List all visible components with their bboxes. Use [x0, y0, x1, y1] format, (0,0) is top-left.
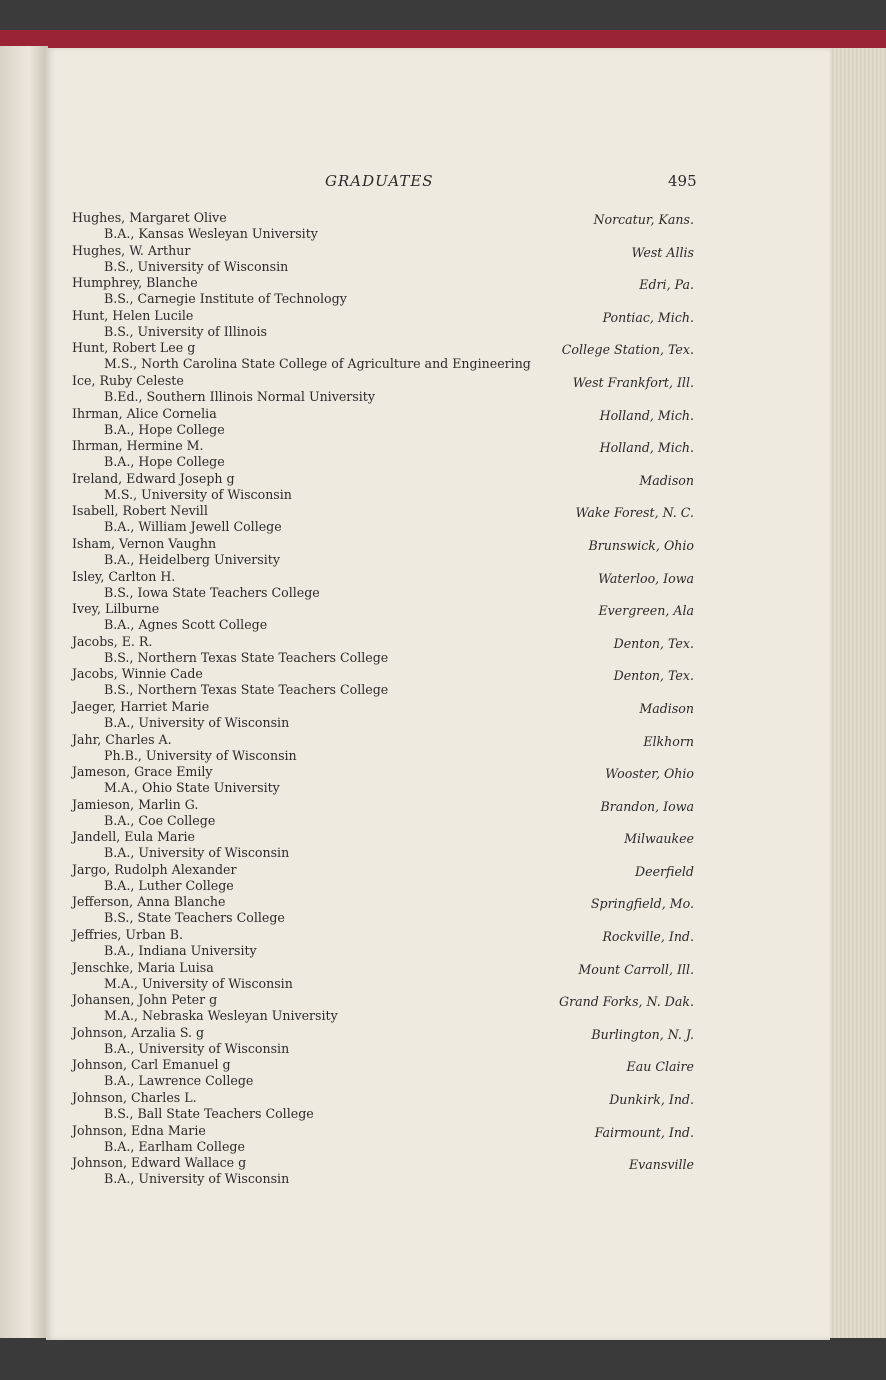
list-item [0, 960, 886, 993]
graduate-list [0, 210, 886, 1188]
graduate-location: Eau Claire [626, 1059, 694, 1075]
graduate-location: Rockville, Ind. [602, 929, 694, 945]
list-item [0, 601, 886, 634]
graduate-name: Jacobs, Winnie Cade [72, 666, 203, 682]
graduate-degree: M.A., University of Wisconsin [104, 975, 293, 991]
graduate-location: Evergreen, Ala [598, 603, 694, 619]
graduate-name: Hughes, W. Arthur [72, 242, 191, 258]
graduate-degree: B.S., Northern Texas State Teachers College [104, 682, 389, 698]
list-item [0, 406, 886, 439]
page-number: 495 [668, 172, 697, 190]
graduate-degree: B.S., State Teachers College [104, 910, 285, 926]
list-item [0, 243, 886, 276]
graduate-name: Johnson, Edward Wallace g [72, 1155, 247, 1171]
graduate-location: West Allis [631, 244, 694, 260]
header-title: GRADUATES [325, 172, 434, 190]
graduate-name: Jameson, Grace Emily [72, 764, 213, 780]
graduate-location: Dunkirk, Ind. [609, 1092, 694, 1108]
list-item [0, 992, 886, 1025]
graduate-name: Johnson, Charles L. [72, 1090, 197, 1106]
graduate-location: Wooster, Ohio [605, 766, 694, 782]
graduate-location: Grand Forks, N. Dak. [559, 994, 694, 1010]
graduate-location: Brunswick, Ohio [588, 537, 694, 553]
graduate-degree: B.S., Ball State Teachers College [104, 1106, 314, 1122]
list-item [0, 862, 886, 895]
graduate-name: Ivey, Lilburne [72, 601, 160, 617]
graduate-degree: B.A., University of Wisconsin [104, 1040, 290, 1056]
graduate-name: Jefferson, Anna Blanche [72, 894, 226, 910]
graduate-name: Johansen, John Peter g [72, 992, 218, 1008]
graduate-location: Burlington, N. J. [591, 1026, 694, 1042]
graduate-location: Fairmount, Ind. [594, 1124, 694, 1140]
book-cover-edge [0, 30, 886, 50]
graduate-degree: Ph.B., University of Wisconsin [104, 747, 297, 763]
graduate-location: Milwaukee [624, 831, 694, 847]
graduate-name: Jahr, Charles A. [72, 731, 172, 747]
list-item [0, 894, 886, 927]
graduate-name: Isley, Carlton H. [72, 568, 176, 584]
list-item [0, 210, 886, 243]
graduate-degree: B.A., Lawrence College [104, 1073, 254, 1089]
list-item [0, 569, 886, 602]
graduate-name: Jaeger, Harriet Marie [72, 698, 210, 714]
list-item [0, 308, 886, 341]
graduate-degree: B.A., University of Wisconsin [104, 1171, 290, 1187]
graduate-degree: B.S., Iowa State Teachers College [104, 584, 320, 600]
graduate-location: Springfield, Mo. [590, 896, 694, 912]
graduate-location: Holland, Mich. [599, 440, 694, 456]
graduate-degree: B.A., Heidelberg University [104, 551, 280, 567]
graduate-location: Denton, Tex. [613, 635, 694, 651]
graduate-location: Pontiac, Mich. [602, 309, 694, 325]
list-item [0, 536, 886, 569]
graduate-location: College Station, Tex. [561, 342, 694, 358]
graduate-name: Ice, Ruby Celeste [72, 372, 184, 388]
list-item [0, 666, 886, 699]
graduate-degree: M.A., Nebraska Wesleyan University [104, 1008, 338, 1024]
graduate-location: Deerfield [635, 863, 694, 879]
graduate-degree: B.A., University of Wisconsin [104, 845, 290, 861]
graduate-degree: M.S., University of Wisconsin [104, 486, 292, 502]
graduate-degree: B.A., Hope College [104, 454, 225, 470]
graduate-name: Jandell, Eula Marie [72, 829, 195, 845]
graduate-name: Johnson, Arzalia S. g [72, 1024, 205, 1040]
graduate-location: Elkhorn [643, 733, 694, 749]
graduate-name: Johnson, Edna Marie [72, 1122, 206, 1138]
graduate-location: Evansville [628, 1157, 694, 1173]
graduate-location: Denton, Tex. [613, 668, 694, 684]
graduate-name: Hunt, Robert Lee g [72, 340, 196, 356]
list-item [0, 1123, 886, 1156]
list-item [0, 373, 886, 406]
graduate-name: Humphrey, Blanche [72, 275, 198, 291]
graduate-degree: B.S., Northern Texas State Teachers College [104, 649, 389, 665]
graduate-name: Isabell, Robert Nevill [72, 503, 208, 519]
list-item [0, 438, 886, 471]
graduate-degree: B.A., Coe College [104, 812, 216, 828]
graduate-degree: B.A., Indiana University [104, 943, 257, 959]
list-item [0, 797, 886, 830]
graduate-location: Madison [639, 700, 694, 716]
list-item [0, 1025, 886, 1058]
list-item [0, 1155, 886, 1188]
graduate-name: Ihrman, Hermine M. [72, 438, 204, 454]
list-item [0, 1090, 886, 1123]
graduate-name: Jenschke, Maria Luisa [72, 959, 214, 975]
graduate-degree: B.S., University of Wisconsin [104, 258, 289, 274]
scan-background-bottom [0, 1338, 886, 1380]
graduate-location: Wake Forest, N. C. [575, 505, 694, 521]
graduate-location: Mount Carroll, Ill. [578, 961, 694, 977]
list-item [0, 471, 886, 504]
list-item [0, 927, 886, 960]
list-item [0, 732, 886, 765]
graduate-location: Edri, Pa. [639, 277, 694, 293]
graduate-location: Holland, Mich. [599, 407, 694, 423]
graduate-degree: B.A., Luther College [104, 877, 234, 893]
graduate-name: Ihrman, Alice Cornelia [72, 405, 217, 421]
graduate-name: Jacobs, E. R. [72, 633, 153, 649]
graduate-name: Johnson, Carl Emanuel g [72, 1057, 231, 1073]
graduate-name: Jamieson, Marlin G. [72, 796, 199, 812]
list-item [0, 340, 886, 373]
list-item [0, 829, 886, 862]
graduate-location: Waterloo, Iowa [598, 570, 694, 586]
graduate-degree: B.A., Kansas Wesleyan University [104, 226, 318, 241]
graduate-location: Madison [639, 472, 694, 488]
graduate-degree: B.S., University of Illinois [104, 323, 267, 339]
list-item [0, 503, 886, 536]
graduate-location: Brandon, Iowa [600, 798, 694, 814]
graduate-degree: B.Ed., Southern Illinois Normal University [104, 388, 375, 404]
graduate-degree: B.A., Agnes Scott College [104, 617, 268, 633]
graduate-name: Jeffries, Urban B. [72, 927, 183, 943]
graduate-location: Norcatur, Kans. [593, 212, 694, 227]
running-header [0, 172, 886, 194]
graduate-name: Hunt, Helen Lucile [72, 307, 194, 323]
graduate-degree: B.A., Hope College [104, 421, 225, 437]
list-item [0, 634, 886, 667]
graduate-name: Isham, Vernon Vaughn [72, 535, 217, 551]
graduate-name: Hughes, Margaret Olive [72, 210, 227, 225]
graduate-degree: B.S., Carnegie Institute of Technology [104, 291, 347, 307]
graduate-degree: M.A., Ohio State University [104, 780, 280, 796]
list-item [0, 764, 886, 797]
graduate-name: Ireland, Edward Joseph g [72, 470, 235, 486]
graduate-degree: B.A., University of Wisconsin [104, 714, 290, 730]
list-item [0, 699, 886, 732]
list-item [0, 275, 886, 308]
graduate-degree: B.A., Earlham College [104, 1138, 245, 1154]
graduate-location: West Frankfort, Ill. [572, 374, 694, 390]
graduate-degree: B.A., William Jewell College [104, 519, 282, 535]
list-item [0, 1057, 886, 1090]
graduate-name: Jargo, Rudolph Alexander [72, 861, 237, 877]
graduate-degree: M.S., North Carolina State College of Agriculture and Engineering [104, 356, 531, 372]
